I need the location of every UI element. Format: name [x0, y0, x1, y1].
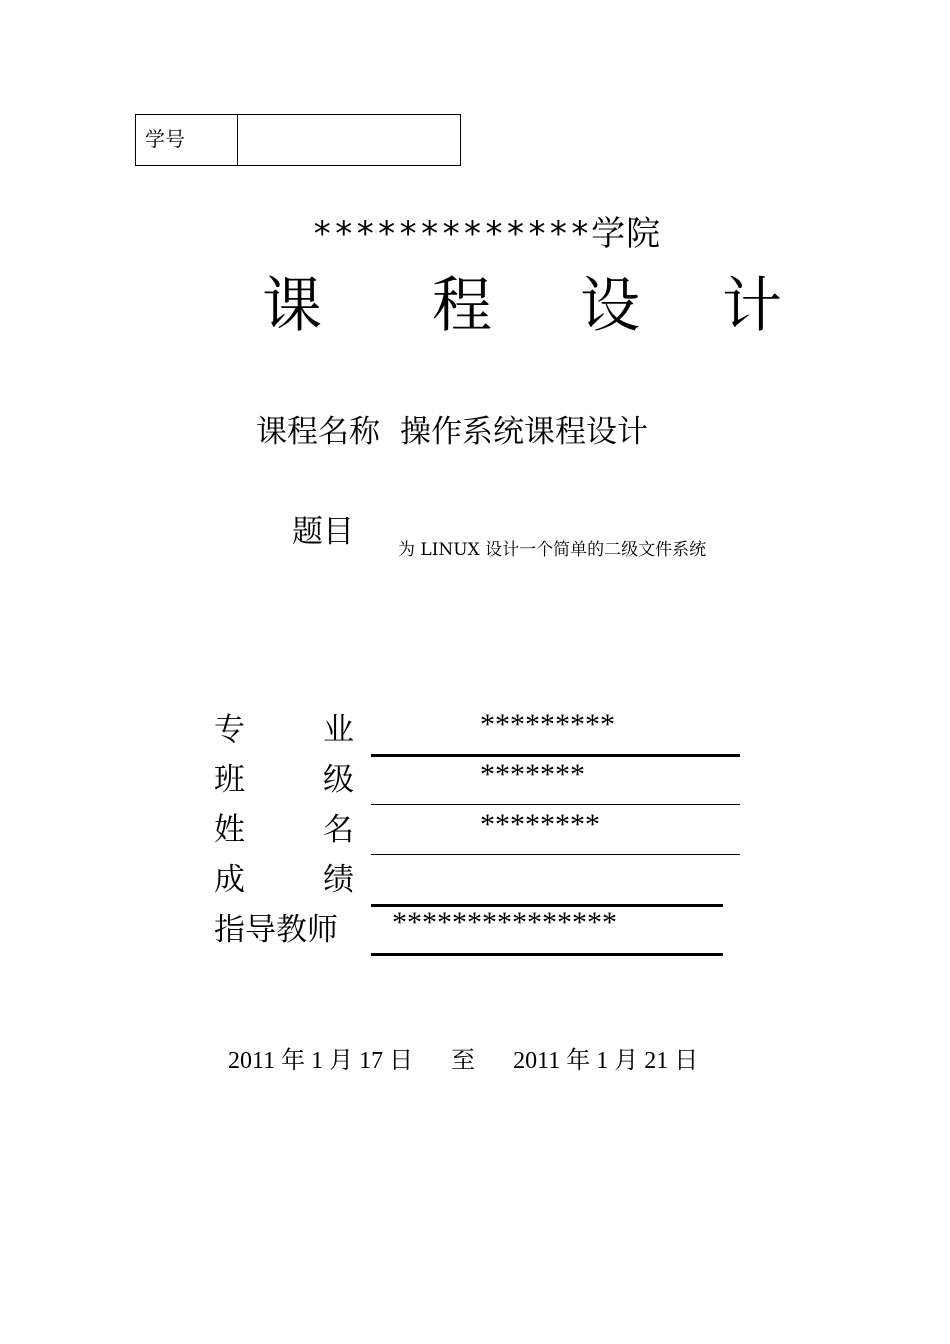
- class-label: [214, 754, 354, 799]
- grade-label-b: 绩: [323, 862, 354, 898]
- title-char-3: 设: [580, 271, 640, 341]
- title-char-2: 程: [432, 271, 492, 341]
- major-label: [214, 704, 354, 749]
- grade-label-a: 成: [214, 862, 245, 898]
- major-underline: [371, 754, 740, 757]
- name-underline: [371, 854, 740, 855]
- class-label-b: 级: [323, 762, 354, 798]
- class-label-a: 班: [214, 762, 245, 798]
- course-label: 课程名称: [256, 414, 380, 450]
- student-id-box: [135, 114, 461, 166]
- student-id-label: 学号: [145, 127, 185, 151]
- title-char-1: 课: [262, 271, 322, 341]
- name-label-b: 名: [323, 812, 354, 848]
- course-line: [256, 406, 648, 451]
- advisor-value: ***************: [392, 906, 617, 939]
- name-label-a: 姓: [214, 812, 245, 848]
- topic-label: 题目: [292, 514, 354, 550]
- grade-label: [214, 854, 354, 899]
- class-value: *******: [480, 758, 585, 791]
- date-range: [228, 1040, 698, 1075]
- major-value: *********: [480, 708, 615, 741]
- major-label-a: 专: [214, 712, 245, 748]
- major-label-b: 业: [323, 712, 354, 748]
- title-char-4: 计: [722, 271, 782, 341]
- start-date: 2011 年 1 月 17 日: [228, 1048, 414, 1074]
- college-heading: [312, 206, 661, 255]
- end-date: 2011 年 1 月 21 日: [513, 1048, 699, 1074]
- advisor-underline: [371, 953, 723, 956]
- date-to: 至: [451, 1048, 476, 1074]
- document-title: [262, 258, 782, 341]
- student-id-divider: [237, 115, 238, 165]
- topic-value: 为 LINUX 设计一个简单的二级文件系统: [398, 540, 707, 560]
- name-label: [214, 804, 354, 849]
- advisor-label: 指导教师: [214, 912, 338, 948]
- name-value: ********: [480, 808, 600, 841]
- college-name-masked: *************: [312, 214, 592, 254]
- course-value: 操作系统课程设计: [400, 414, 648, 450]
- class-underline: [371, 804, 740, 805]
- college-suffix: 学院: [591, 214, 662, 254]
